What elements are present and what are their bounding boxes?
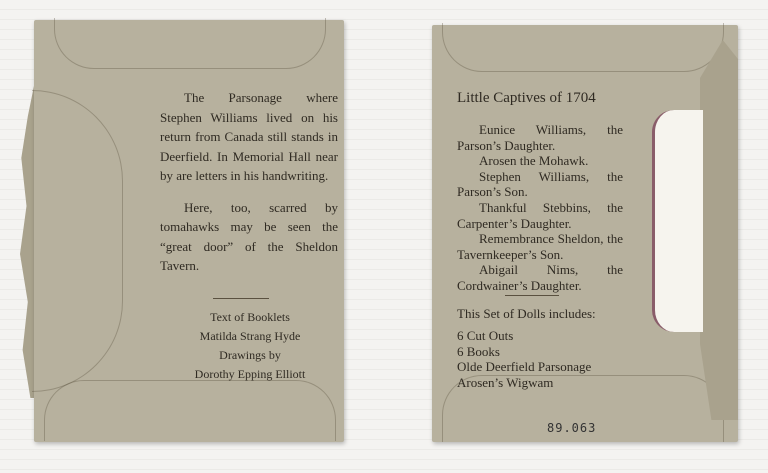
captives-list [457, 122, 623, 294]
captive-entry: Stephen Williams, the Parson’s Son. [457, 168, 623, 200]
credit-line: Text of Booklets [210, 310, 290, 324]
left-envelope-bottom-flap [44, 380, 336, 441]
inventory-number: 89.063 [547, 421, 597, 435]
parsonage-paragraph: The Parsonage where Stephen Williams lived on his return from Canada still stands in Deerfield. In Memorial Hall near by are letters in his handwriting. [160, 90, 338, 183]
right-divider [505, 295, 559, 296]
captive-entry: Abigail Nims, the Cordwainer’s Daughter. [457, 262, 623, 293]
includes-list [457, 328, 591, 390]
include-item: 6 Books [457, 343, 500, 359]
credit-line: Dorothy Epping Elliott [194, 367, 306, 381]
right-envelope-torn-flap [700, 40, 738, 420]
credit-line: Drawings by [219, 348, 281, 362]
doll-card-peek [652, 110, 703, 332]
left-divider [213, 298, 269, 299]
include-item: Arosen’s Wigwam [457, 374, 554, 390]
captive-entry: Arosen the Mohawk. [479, 153, 589, 169]
left-envelope-side-flap [32, 90, 123, 392]
tomahawk-paragraph: Here, too, scarred by tomahawks may be seen the “great door” of the Sheldon Tavern. [160, 199, 338, 273]
captive-entry: Eunice Williams, the Parson’s Daughter. [457, 122, 623, 153]
right-envelope-top-flap [442, 23, 724, 72]
include-item: Olde Deerfield Parsonage [457, 359, 592, 374]
includes-heading: This Set of Dolls includes: [457, 306, 596, 321]
captive-entry: Thankful Stebbins, the Carpenter’s Daughter. [457, 199, 623, 231]
captive-entry: Remembrance Sheldon, the Tavernkeeper’s Son. [457, 231, 623, 262]
set-title: Little Captives of 1704 [457, 90, 596, 106]
parsonage-description [160, 88, 338, 288]
left-envelope-top-flap [54, 18, 326, 69]
include-item: 6 Cut Outs [457, 328, 514, 343]
booklet-credits [150, 308, 350, 384]
credit-line: Matilda Strang Hyde [199, 329, 301, 343]
